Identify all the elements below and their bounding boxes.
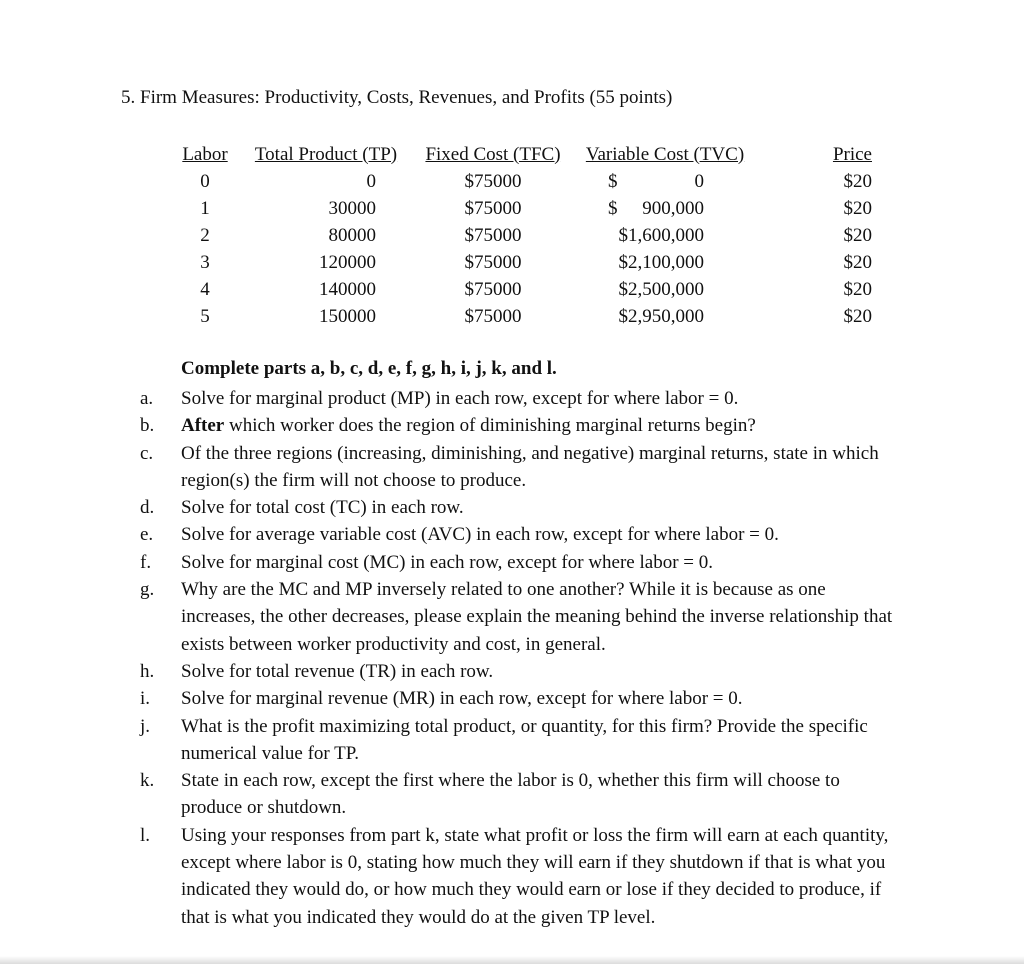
cell-tvc-sign: $ [608,170,618,192]
question-body: Solve for total cost (TC) in each row. [181,497,464,519]
question-item [130,658,900,685]
question-body: Of the three regions (increasing, diminishing, and negative) marginal returns, state in which region(s) the firm will not choose to produce. [181,442,879,491]
cell-tvc [574,303,756,330]
question-item [130,713,900,768]
cell-tvc [574,222,756,249]
cell-tp [240,249,412,276]
question-item [130,385,900,412]
question-body: Solve for marginal cost (MC) in each row, except for where labor = 0. [181,551,713,573]
cell-tvc-value: 0 [694,170,704,192]
question-letter: l. [140,824,151,846]
cell-tp [240,303,412,330]
header-price: Price [832,143,872,165]
cell-tvc [574,168,756,195]
cell-tfc: $75000 [464,170,522,192]
cell-tvc-value: $2,100,000 [618,251,704,273]
cell-price: $20 [843,197,872,219]
table-row [170,249,878,276]
question-item [130,494,900,521]
cell-tfc: $75000 [464,278,522,300]
cell-tvc-value: 900,000 [642,197,704,219]
question-text [181,767,900,822]
question-item [130,822,900,931]
cell-tvc-value: $2,950,000 [618,305,704,327]
cell-tvc-value: $1,600,000 [618,224,704,246]
cell-tvc [574,195,756,222]
cell-price: $20 [843,251,872,273]
cell-tfc: $75000 [464,251,522,273]
question-text [181,549,900,576]
question-text [181,412,900,439]
cell-tvc-sign: $ [608,197,618,219]
cell-tp-value: 30000 [328,197,376,219]
question-text [181,521,900,548]
cell-tp [240,195,412,222]
cell-tp [240,168,412,195]
cell-labor: 3 [200,251,210,273]
question-text [181,685,900,712]
question-text [181,440,900,495]
page-bottom-shadow [0,956,1024,964]
question-item [130,767,900,822]
cell-price: $20 [843,170,872,192]
table-row [170,195,878,222]
header-tp: Total Product (TP) [254,143,398,165]
header-tfc: Fixed Cost (TFC) [425,143,561,165]
cell-tp-value: 120000 [319,251,376,273]
question-letter: c. [140,442,154,464]
cell-tfc: $75000 [464,197,522,219]
question-item [130,549,900,576]
question-text [181,658,900,685]
question-item [130,576,900,658]
question-letter: d. [140,497,155,519]
question-body: State in each row, except the first where the labor is 0, whether this firm will choose to produce or shutdown. [181,770,840,819]
table-header-row [170,141,878,168]
question-text [181,822,900,931]
question-letter: j. [140,715,151,737]
question-item [130,412,900,439]
question-letter: k. [140,770,155,792]
cell-tp-value: 140000 [319,278,376,300]
question-item [130,685,900,712]
cell-tp [240,222,412,249]
cell-labor: 4 [200,278,210,300]
question-letter: i. [140,688,151,710]
instructions: Complete parts a, b, c, d, e, f, g, h, i, j, k, and l. [181,358,557,379]
cell-tvc [574,276,756,303]
table-row [170,222,878,249]
cell-tp-value: 150000 [319,305,376,327]
question-text [181,713,900,768]
question-body: Solve for marginal revenue (MR) in each row, except for where labor = 0. [181,688,743,710]
question-letter: e. [140,524,154,546]
cell-tvc-value: $2,500,000 [618,278,704,300]
cell-tfc: $75000 [464,305,522,327]
question-body: Solve for average variable cost (AVC) in each row, except for where labor = 0. [181,524,779,546]
question-body: Solve for total revenue (TR) in each row. [181,660,494,682]
cell-tp-value: 0 [366,170,376,192]
header-tvc: Variable Cost (TVC) [585,143,745,165]
cell-tvc [574,249,756,276]
header-labor: Labor [182,143,228,165]
table-row [170,168,878,195]
question-text [181,576,900,658]
question-list [130,385,900,931]
question-body: Solve for marginal product (MP) in each row, except for where labor = 0. [181,388,739,409]
question-letter: b. [140,415,155,437]
question-title: 5. Firm Measures: Productivity, Costs, Revenues, and Profits (55 points) [121,87,673,108]
cell-labor: 5 [200,305,210,327]
question-letter: g. [140,579,155,601]
question-item [130,440,900,495]
question-letter: a. [140,388,154,409]
cell-labor: 0 [200,170,210,192]
table-row [170,303,878,330]
question-item [130,521,900,548]
data-table [170,141,878,330]
cell-labor: 1 [200,197,210,219]
cell-labor: 2 [200,224,210,246]
question-emphasis: After [181,415,225,437]
question-body: Using your responses from part k, state what profit or loss the firm will earn at each quantity, except where labor is 0, stating how much they will earn if they shutdown if that is what you indicated they would do, or how much they would earn or lose if they decided to produce, if that is what you indicated they would do at the given TP level. [181,824,889,928]
table-row [170,276,878,303]
question-body: What is the profit maximizing total product, or quantity, for this firm? Provide the specific numerical value for TP. [181,715,868,764]
question-body: which worker does the region of diminishing marginal returns begin? [224,415,756,437]
question-letter: h. [140,660,155,682]
cell-price: $20 [843,278,872,300]
cell-tfc: $75000 [464,224,522,246]
question-letter: f. [140,551,152,573]
cell-tp-value: 80000 [328,224,376,246]
question-text [181,385,900,412]
cell-tp [240,276,412,303]
question-body: Why are the MC and MP inversely related to one another? While it is because as one increases, the other decreases, please explain the meaning behind the inverse relationship that exists between worker productivity and cost, in general. [181,579,893,655]
cell-price: $20 [843,224,872,246]
question-text [181,494,900,521]
cell-price: $20 [843,305,872,327]
